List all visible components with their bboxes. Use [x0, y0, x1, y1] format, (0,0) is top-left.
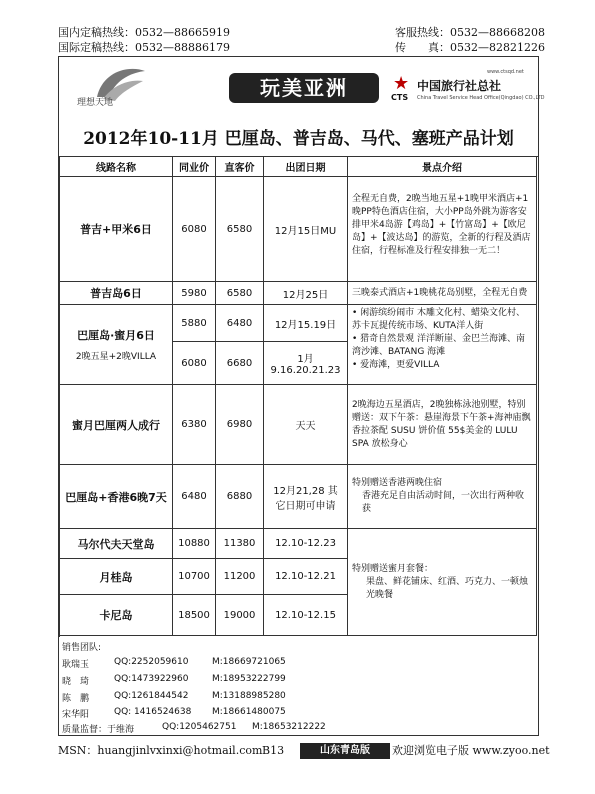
departure-date: 12月15.19日 [264, 305, 348, 342]
info-honeymoon: 2晚海边五星酒店，2晚独栋泳池别墅，特别赠送：双下午茶：悬崖海景下午茶+海神庙飘香拉茶配 SUSU 饼价值 55$美金的 LULU SPA 放松身心 [348, 385, 537, 465]
retail-price: 6880 [216, 465, 264, 529]
info-bali-3: • 爱海滩，更爱VILLA [352, 360, 440, 370]
header-route: 线路名称 [60, 157, 173, 177]
cts-english-name: China Travel Service Head Office(Qingdao) CO.,LTD [417, 95, 545, 101]
sales-name: 耿瑞玉 [62, 660, 90, 670]
lixiang-logo-text: 理想天地 [77, 98, 114, 108]
info-hk-1: 特别赠送香港两晚住宿 [352, 478, 443, 488]
sales-name: 陈 鹏 [62, 694, 90, 704]
retail-price: 19000 [216, 595, 264, 636]
sales-name: 晓 琦 [62, 677, 90, 687]
intl-hotline: 国际定稿热线：0532—88886179 [58, 41, 230, 54]
departure-date: 12月21,28 其它日期可申请 [264, 465, 348, 529]
trade-price: 10880 [173, 529, 216, 559]
msn-contact: MSN：huangjinlvxinxi@hotmail.com [58, 744, 263, 757]
departure-date: 12.10-12.23 [264, 529, 348, 559]
cts-url: www.ctsqd.net [487, 69, 524, 75]
departure-date: 1月 9.16.20.21.23 [264, 342, 348, 385]
trade-price: 6380 [173, 385, 216, 465]
table-row-route [60, 305, 173, 385]
product-table [59, 156, 538, 637]
trade-price: 6080 [173, 177, 216, 282]
table-row-route: 卡尼岛 [60, 595, 173, 636]
cts-name: 中国旅行社总社 [417, 79, 502, 93]
retail-price: 6680 [216, 342, 264, 385]
qa-mobile: M:18653212222 [252, 722, 326, 732]
asia-banner: 玩美亚洲 [229, 73, 379, 103]
route-name: 巴厘岛·蜜月6日 [77, 329, 155, 342]
header-info: 景点介绍 [348, 157, 537, 177]
page-title: 2012年10-11月 巴厘岛、普吉岛、马代、塞班产品计划 [83, 129, 514, 149]
trade-price: 5880 [173, 305, 216, 342]
table-row-route: 蜜月巴厘两人成行 [60, 385, 173, 465]
info-phuket: 三晚泰式酒店+1晚桃花岛别墅，全程无自费 [348, 282, 537, 305]
sales-mobile: M:13188985280 [212, 691, 286, 701]
star-icon: ★ [393, 73, 410, 94]
qa-name: 质量监督：于维海 [62, 725, 135, 735]
retail-price: 6580 [216, 177, 264, 282]
website-link[interactable]: 欢迎浏览电子版 www.zyoo.net [392, 744, 550, 757]
trade-price: 6480 [173, 465, 216, 529]
table-row-route: 普吉+甲米6日 [60, 177, 173, 282]
fax-number: 传 真：0532—82821226 [395, 41, 545, 54]
service-hotline: 客服热线：0532—88668208 [395, 26, 545, 39]
info-bali [348, 305, 537, 385]
info-maldives-2: 果盘、鲜花铺床、红酒、巧克力、一顿烛光晚餐 [366, 576, 529, 600]
info-maldives [348, 529, 537, 636]
departure-date: 12月15日MU [264, 177, 348, 282]
page-number: B13 [262, 744, 285, 757]
sales-mobile: M:18669721065 [212, 657, 286, 667]
table-row-route: 月桂岛 [60, 559, 173, 595]
cts-abbr: CTS [391, 93, 409, 102]
list-item [62, 722, 326, 736]
departure-date: 12月25日 [264, 282, 348, 305]
retail-price: 6480 [216, 305, 264, 342]
trade-price: 5980 [173, 282, 216, 305]
table-row-route: 马尔代夫天堂岛 [60, 529, 173, 559]
info-hongkong [348, 465, 537, 529]
domestic-hotline: 国内定稿热线：0532—88665919 [58, 26, 230, 39]
table-row-route: 巴厘岛+香港6晚7天 [60, 465, 173, 529]
info-phuket-krabi: 全程无自费，2晚当地五星+1晚甲米酒店+1晚PP特色酒店住宿，大小PP岛外跳为游客安排甲米4岛游【鸡岛】+【竹富岛】+【欧尼岛】+【波达岛】的游览，全新的行程及酒店住宿，行程标准及行程安排独一无二！ [348, 177, 537, 282]
edition-badge: 山东青岛版 [300, 743, 390, 759]
cts-logo [389, 69, 545, 107]
sales-title: 销售团队: [62, 643, 102, 653]
logo-header [59, 57, 545, 117]
info-maldives-1: 特别赠送蜜月套餐： [352, 563, 434, 574]
trade-price: 6080 [173, 342, 216, 385]
info-bali-2: • 猎奇自然景观 洋洋断崖、金巴兰海滩、南湾沙滩、BATANG 海滩 [352, 334, 526, 357]
route-sub: 2晚五星+2晚VILLA [75, 352, 157, 362]
departure-date: 12.10-12.15 [264, 595, 348, 636]
sales-name: 宋华阳 [62, 710, 90, 720]
table-row-route: 普吉岛6日 [60, 282, 173, 305]
retail-price: 11200 [216, 559, 264, 595]
sales-qq: QQ:2252059610 [114, 657, 189, 667]
sales-qq: QQ:1261844542 [114, 691, 189, 701]
sales-qq: QQ:1473922960 [114, 674, 189, 684]
header-retail-price: 直客价 [216, 157, 264, 177]
header-trade-price: 同业价 [173, 157, 216, 177]
retail-price: 6580 [216, 282, 264, 305]
sales-qq: QQ: 1416524638 [114, 707, 192, 717]
qa-qq: QQ:1205462751 [162, 722, 237, 732]
sales-mobile: M:18953222799 [212, 674, 286, 684]
trade-price: 18500 [173, 595, 216, 636]
sales-mobile: M:18661480075 [212, 707, 286, 717]
header-date: 出团日期 [264, 157, 348, 177]
departure-date: 天天 [264, 385, 348, 465]
info-hk-2: 香港充足自由活动时间，一次出行两种收获 [362, 491, 525, 514]
retail-price: 6980 [216, 385, 264, 465]
info-bali-1: • 闲游缤纷闹市 木雕文化村、蜡染文化村、苏卡瓦提传统市场、KUTA洋人街 [352, 308, 526, 331]
departure-date: 12.10-12.21 [264, 559, 348, 595]
trade-price: 10700 [173, 559, 216, 595]
retail-price: 11380 [216, 529, 264, 559]
